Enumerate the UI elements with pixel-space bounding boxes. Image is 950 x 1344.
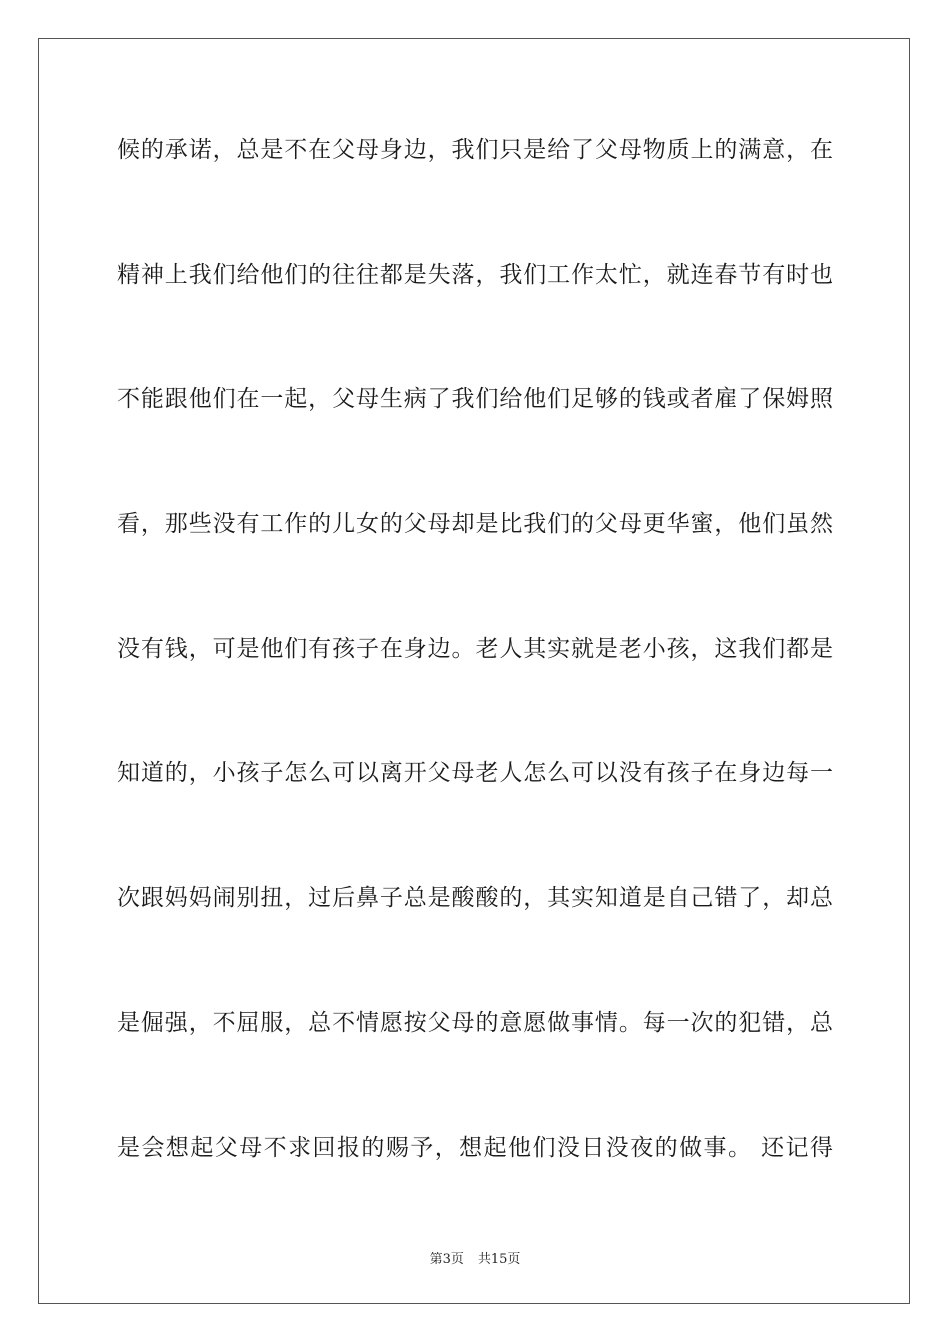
- text-line: 看，那些没有工作的儿女的父母却是比我们的父母更华蜜，他们虽然: [117, 511, 833, 538]
- text-line: 没有钱，可是他们有孩子在身边。老人其实就是老小孩，这我们都是: [117, 635, 833, 662]
- text-line: 候的承诺，总是不在父母身边，我们只是给了父母物质上的满意，在: [117, 137, 833, 163]
- page-footer: [0, 1248, 950, 1267]
- text-line: 知道的，小孩子怎么可以离开父母老人怎么可以没有孩子在身边每一: [117, 760, 833, 787]
- text-line: 次跟妈妈闹别扭，过后鼻子总是酸酸的，其实知道是自己错了，却总: [117, 885, 833, 912]
- text-line: 精神上我们给他们的往往都是失落，我们工作太忙，就连春节有时也: [117, 261, 833, 288]
- text-line: 是会想起父母不求回报的赐予，想起他们没日没夜的做事。 还记得: [117, 1134, 833, 1161]
- document-body: [117, 127, 833, 1249]
- page-number: 第3页: [429, 1252, 464, 1267]
- text-line: 不能跟他们在一起，父母生病了我们给他们足够的钱或者雇了保姆照: [117, 386, 833, 413]
- text-line: 是倔强，不屈服，总不情愿按父母的意愿做事情。每一次的犯错，总: [117, 1009, 833, 1036]
- page-total: 共15页: [477, 1252, 521, 1267]
